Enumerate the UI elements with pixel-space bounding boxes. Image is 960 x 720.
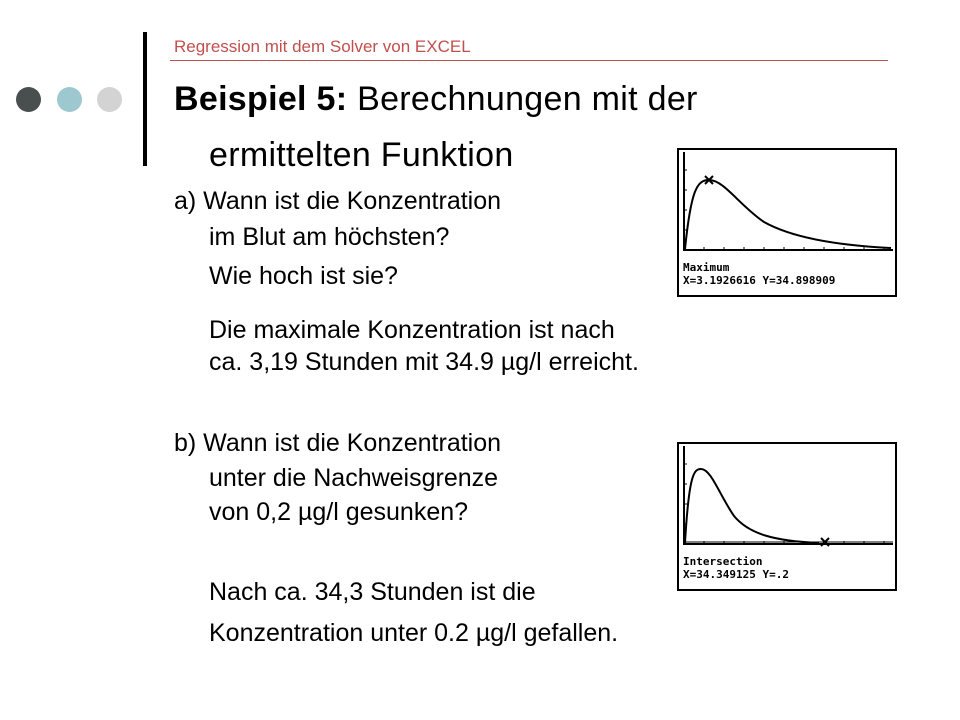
slide-title-rest: Berechnungen mit der <box>347 80 698 118</box>
answer-a-line2: ca. 3,19 Stunden mit 34.9 µg/l erreicht. <box>209 348 639 376</box>
calculator-label-intersection: Intersection <box>683 555 763 568</box>
title-accent-bar <box>143 32 147 166</box>
calculator-label-maximum: Maximum <box>683 261 730 274</box>
calculator-readout-maximum: X=3.1926616 Y=34.898909 <box>683 274 836 287</box>
question-a-line1: a) Wann ist die Konzentration <box>174 187 502 215</box>
question-a-line2: im Blut am höchsten? <box>209 223 450 251</box>
header-title: Regression mit dem Solver von EXCEL <box>174 37 471 56</box>
answer-a-line1: Die maximale Konzentration ist nach <box>209 316 615 344</box>
question-b-line2: unter die Nachweisgrenze <box>209 464 499 492</box>
slide-title-line2: ermittelten Funktion <box>209 136 514 174</box>
calculator-screen-intersection <box>677 442 897 591</box>
answer-b-line1: Nach ca. 34,3 Stunden ist die <box>209 578 536 606</box>
calculator-readout-intersection: X=34.349125 Y=.2 <box>683 568 789 581</box>
decorative-dot-dark <box>16 87 41 112</box>
slide-title <box>174 80 698 119</box>
slide-title-bold: Beispiel 5: <box>174 80 348 118</box>
question-a-line3: Wie hoch ist sie? <box>209 262 398 290</box>
calculator-screen-maximum <box>677 148 897 297</box>
question-b-line1: b) Wann ist die Konzentration <box>174 429 502 457</box>
decorative-dot-teal <box>57 87 82 112</box>
answer-b-line2: Konzentration unter 0.2 µg/l gefallen. <box>209 619 619 647</box>
header-divider <box>170 60 888 61</box>
question-b-line3: von 0,2 µg/l gesunken? <box>209 498 469 526</box>
decorative-dot-light <box>97 87 122 112</box>
